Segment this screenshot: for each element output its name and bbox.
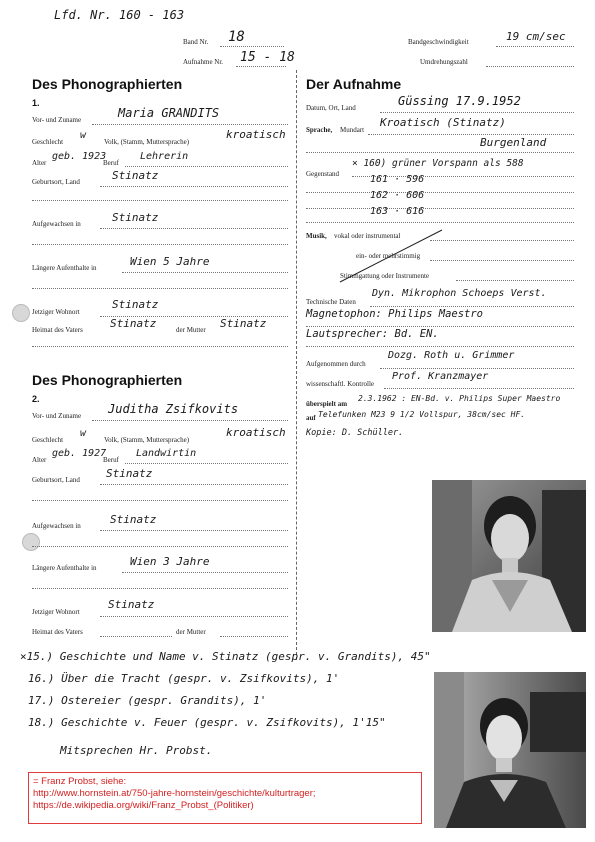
p1-alter-label: Alter xyxy=(32,159,47,167)
p1-name-line xyxy=(92,124,288,125)
p2-blank-line-1 xyxy=(32,500,288,501)
sprache-label: Sprache, xyxy=(306,126,333,134)
column-divider xyxy=(296,70,297,660)
umdrehung-line xyxy=(486,66,574,67)
p2-laengere-line xyxy=(122,572,288,573)
auf-label: auf xyxy=(306,414,316,422)
ueberspielt-line-1: 2.3.1962 : EN-Bd. v. Philips Super Maestro xyxy=(358,394,561,403)
p2-wohnort-line xyxy=(100,616,288,617)
vokal-label: vokal oder instrumental xyxy=(334,232,401,240)
p2-laengere-value: Wien 3 Jahre xyxy=(130,555,210,568)
datum-label: Datum, Ort, Land xyxy=(306,104,356,112)
track-16: 16.) Über die Tracht (gespr. v. Zsifkovits), 1' xyxy=(28,672,340,685)
track-15: ×15.) Geschichte und Name v. Stinatz (gespr. v. Grandits), 45" xyxy=(20,650,431,663)
p1-laengere-line xyxy=(122,272,288,273)
p1-beruf-label: Beruf xyxy=(103,159,119,167)
p2-aufgewachsen-label: Aufgewachsen in xyxy=(32,522,81,530)
p1-alter-value: geb. 1923 xyxy=(52,151,107,162)
p1-blank-line-3 xyxy=(32,288,288,289)
annotation-box xyxy=(28,772,422,824)
p1-wohnort-value: Stinatz xyxy=(112,298,159,311)
p1-aufgewachsen-line xyxy=(100,228,288,229)
p2-geburtsort-label: Geburtsort, Land xyxy=(32,476,80,484)
p2-aufgewachsen-value: Stinatz xyxy=(110,513,157,526)
technische-rule-2 xyxy=(306,326,574,327)
gegenstand-line-4: 163 · 616 xyxy=(370,206,425,217)
aufnahme-value: 15 - 18 xyxy=(240,50,295,65)
p1-beruf-line xyxy=(125,166,288,167)
annotation-link-wikipedia[interactable]: https://de.wikipedia.org/wiki/Franz_Probst_(Politiker) xyxy=(33,800,254,811)
band-value: 18 xyxy=(228,29,245,45)
technische-rule-1 xyxy=(370,306,574,307)
p1-blank-line-4 xyxy=(32,346,288,347)
ueberspielt-label: überspielt am xyxy=(306,400,348,408)
p1-wohnort-label: Jetziger Wohnort xyxy=(32,308,80,316)
aufnahme-line xyxy=(236,66,286,67)
p1-geburtsort-label: Geburtsort, Land xyxy=(32,178,80,186)
kontrolle-label: wissenschaftl. Kontrolle xyxy=(306,380,375,388)
p1-mutter-value: Stinatz xyxy=(220,317,267,330)
p1-heimat-vater-label: Heimat des Vaters xyxy=(32,326,83,334)
p2-mutter-line xyxy=(220,636,288,637)
p2-wohnort-label: Jetziger Wohnort xyxy=(32,608,80,616)
spoken-by-note: Mitsprechen Hr. Probst. xyxy=(60,744,213,757)
p1-volk-value: kroatisch xyxy=(226,128,286,141)
p1-geschlecht-label: Geschlecht xyxy=(32,138,64,146)
p1-beruf-value: Lehrerin xyxy=(140,151,189,162)
p2-volk-value: kroatisch xyxy=(226,426,286,439)
p2-geschlecht-label: Geschlecht xyxy=(32,436,64,444)
person-2-number: 2. xyxy=(32,394,40,404)
p2-wohnort-value: Stinatz xyxy=(108,598,155,611)
kontrolle-line xyxy=(384,388,574,389)
aufgenommen-line xyxy=(380,368,574,369)
mundart-line xyxy=(368,134,574,135)
p1-laengere-label: Längere Aufenthalte in xyxy=(32,264,97,272)
einmehr-label: ein- oder mehrstimmig xyxy=(356,252,421,260)
p2-laengere-label: Längere Aufenthalte in xyxy=(32,564,97,572)
gegenstand-rule-3 xyxy=(306,208,574,209)
lfd-nr: Lfd. Nr. 160 - 163 xyxy=(54,8,185,22)
ueberspielt-line-2: Telefunken M23 9 1/2 Vollspur, 38cm/sec HF. xyxy=(318,410,526,419)
p2-blank-line-2 xyxy=(32,546,288,547)
vokal-line xyxy=(430,240,574,241)
kopie-line: Kopie: D. Schüller. xyxy=(306,428,404,438)
punch-hole-bottom xyxy=(22,533,40,551)
gegenstand-line-3: 162 · 606 xyxy=(370,190,425,201)
technische-label: Technische Daten xyxy=(306,298,356,306)
p1-aufgewachsen-value: Stinatz xyxy=(112,211,159,224)
p2-geburtsort-line xyxy=(100,484,288,485)
p1-blank-line-2 xyxy=(32,244,288,245)
technische-line-1: Dyn. Mikrophon Schoeps Verst. xyxy=(372,288,547,299)
land-line xyxy=(306,152,574,153)
p1-aufgewachsen-label: Aufgewachsen in xyxy=(32,220,81,228)
datum-value: Güssing 17.9.1952 xyxy=(398,94,521,108)
heading-aufnahme: Der Aufnahme xyxy=(306,76,402,92)
einmehr-line xyxy=(430,260,574,261)
p1-laengere-value: Wien 5 Jahre xyxy=(130,255,210,268)
band-line xyxy=(220,46,284,47)
p2-beruf-label: Beruf xyxy=(103,456,119,464)
p2-geburtsort-value: Stinatz xyxy=(106,467,153,480)
p1-volk-label: Volk, (Stamm, Muttersprache) xyxy=(104,138,190,146)
gegenstand-rule-4 xyxy=(306,222,574,223)
person-1-number: 1. xyxy=(32,98,40,108)
technische-line-3: Lautsprecher: Bd. EN. xyxy=(306,328,439,340)
gegenstand-line-2: 161 · 596 xyxy=(370,174,425,185)
p2-name-value: Juditha Zsifkovits xyxy=(108,402,239,416)
gegenstand-line-1: × 160) grüner Vorspann als 588 xyxy=(352,158,524,169)
p1-geburtsort-line xyxy=(100,186,288,187)
aufnahme-label: Aufnahme Nr. xyxy=(183,58,224,66)
mundart-value: Kroatisch (Stinatz) xyxy=(380,116,506,129)
musik-label: Musik, xyxy=(306,232,327,240)
heading-person-1: Des Phonographierten xyxy=(32,76,183,92)
p1-blank-line-1 xyxy=(32,200,288,201)
bandgeschw-label: Bandgeschwindigkeit xyxy=(408,38,469,46)
mundart-label: Mundart xyxy=(340,126,365,134)
p2-alter-value: geb. 1927 xyxy=(52,448,107,459)
p2-name-label: Vor- und Zuname xyxy=(32,412,82,420)
p2-blank-line-3 xyxy=(32,588,288,589)
aufgenommen-value: Dozg. Roth u. Grimmer xyxy=(388,350,515,361)
punch-hole-top xyxy=(12,304,30,322)
kontrolle-value: Prof. Kranzmayer xyxy=(392,371,489,382)
track-18: 18.) Geschichte v. Feuer (gespr. v. Zsifkovits), 1'15" xyxy=(28,716,386,729)
gegenstand-rule-2 xyxy=(306,192,574,193)
datum-line xyxy=(380,112,574,113)
portrait-photo-2 xyxy=(434,672,586,828)
umdrehung-label: Umdrehungszahl xyxy=(420,58,468,66)
heading-person-2: Des Phonographierten xyxy=(32,372,183,388)
band-label: Band Nr. xyxy=(183,38,209,46)
aufgenommen-label: Aufgenommen durch xyxy=(306,360,366,368)
annotation-link-hornstein[interactable]: http://www.hornstein.at/750-jahre-hornstein/geschichte/kulturtrager; xyxy=(33,788,316,799)
land-value: Burgenland xyxy=(480,136,547,149)
p2-heimat-vater-label: Heimat des Vaters xyxy=(32,628,83,636)
bandgeschw-line xyxy=(496,46,574,47)
portrait-photo-1-image xyxy=(432,480,586,632)
portrait-photo-1 xyxy=(432,480,586,632)
annotation-line-1: = Franz Probst, siehe: xyxy=(33,776,127,787)
portrait-photo-2-image xyxy=(434,672,586,828)
p1-heimat-vater-value: Stinatz xyxy=(110,317,157,330)
gegenstand-label: Gegenstand xyxy=(306,170,340,178)
technische-line-2: Magnetophon: Philips Maestro xyxy=(306,308,484,320)
p2-geschlecht-value: w xyxy=(80,428,87,439)
bandgeschw-value: 19 cm/sec xyxy=(506,30,566,43)
p2-heimat-vater-line xyxy=(100,636,172,637)
p1-name-value: Maria GRANDITS xyxy=(118,106,220,120)
p2-alter-label: Alter xyxy=(32,456,47,464)
p1-mutter-label: der Mutter xyxy=(176,326,206,334)
p2-volk-label: Volk, (Stamm, Muttersprache) xyxy=(104,436,190,444)
p2-beruf-line xyxy=(125,463,288,464)
stimm-line xyxy=(456,280,574,281)
musik-strike-through xyxy=(336,226,446,286)
p1-geburtsort-value: Stinatz xyxy=(112,169,159,182)
p2-beruf-value: Landwirtin xyxy=(136,448,197,459)
p1-geschlecht-value: w xyxy=(80,130,87,141)
stimm-label: Stimmgattung oder Instrumente xyxy=(340,272,430,280)
p2-mutter-label: der Mutter xyxy=(176,628,206,636)
p2-name-line xyxy=(92,420,288,421)
p2-aufgewachsen-line xyxy=(100,530,288,531)
p1-name-label: Vor- und Zuname xyxy=(32,116,82,124)
technische-rule-3 xyxy=(306,346,574,347)
track-17: 17.) Ostereier (gespr. Grandits), 1' xyxy=(28,694,267,707)
